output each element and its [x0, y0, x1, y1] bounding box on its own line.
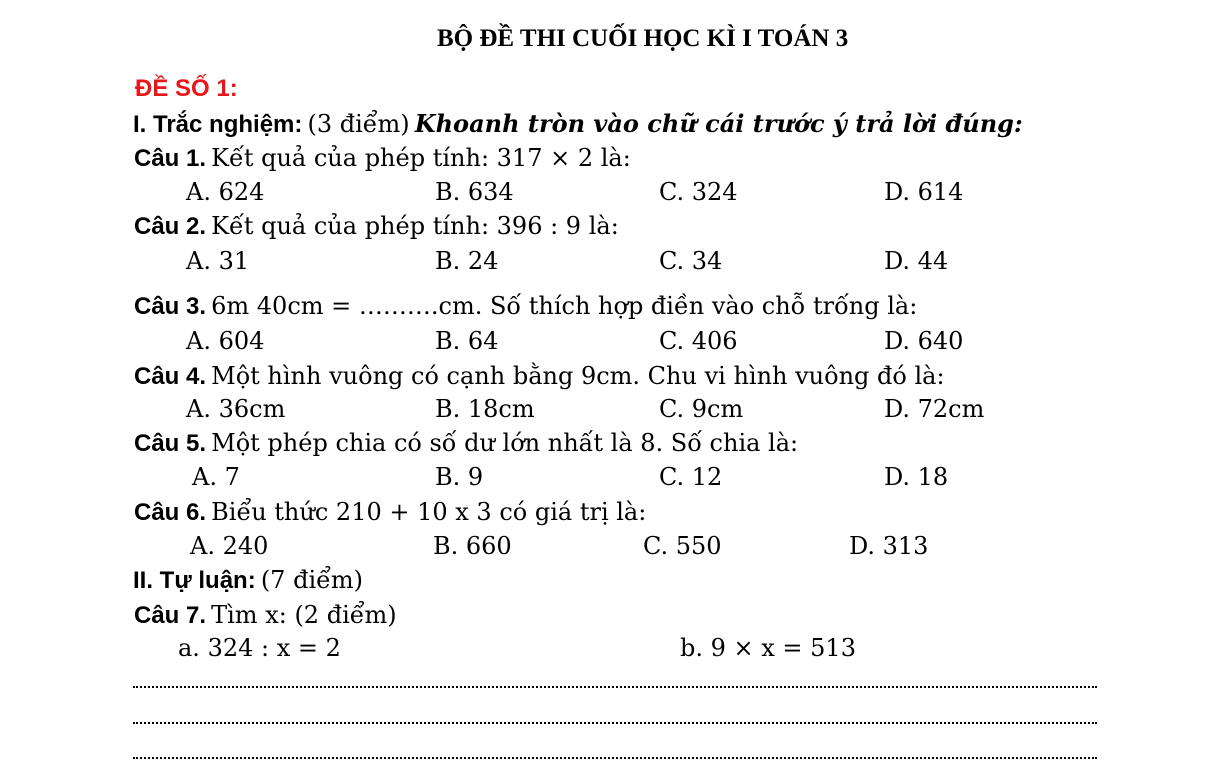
question-text: Kết quả của phép tính: 317 × 2 là: [211, 144, 631, 172]
question-text: 6m 40cm = ……….cm. Số thích hợp điền vào chỗ trống là: [211, 292, 918, 320]
question-6 [134, 500, 646, 525]
option-c: C. 550 [643, 532, 722, 560]
option-b: B. 24 [435, 247, 499, 275]
option-b: B. 64 [435, 327, 499, 355]
option-a: A. 604 [186, 327, 265, 355]
question-label: Câu 4. [134, 363, 207, 390]
option-c: C. 12 [659, 463, 723, 491]
part2-heading [133, 568, 363, 593]
question-7 [134, 603, 397, 628]
option-d: D. 614 [884, 178, 964, 206]
question-7-part-b: b. 9 × x = 513 [680, 634, 856, 662]
option-c: C. 324 [659, 178, 738, 206]
option-a: A. 31 [186, 247, 250, 275]
question-3 [134, 294, 917, 319]
option-d: D. 72cm [884, 395, 985, 423]
part2-title: II. Tự luận: [133, 567, 256, 594]
question-text: Tìm x: (2 điểm) [211, 601, 397, 629]
question-label: Câu 7. [134, 602, 207, 629]
question-2 [134, 214, 619, 239]
question-text: Biểu thức 210 + 10 x 3 có giá trị là: [211, 498, 647, 526]
option-c: C. 34 [659, 247, 723, 275]
document-title: BỘ ĐỀ THI CUỐI HỌC KÌ I TOÁN 3 [437, 25, 849, 52]
answer-line-1[interactable] [133, 686, 1097, 688]
option-a: A. 624 [186, 178, 265, 206]
answer-line-2[interactable] [133, 722, 1097, 724]
question-label: Câu 2. [134, 213, 207, 240]
exam-label: ĐỀ SỐ 1: [135, 75, 238, 102]
part1-title: I. Trắc nghiệm: [133, 111, 303, 138]
part1-instruction: Khoanh tròn vào chữ cái trước ý trả lời đúng: [414, 109, 1023, 138]
option-d: D. 18 [884, 463, 949, 491]
question-7-part-a: a. 324 : x = 2 [178, 634, 341, 662]
question-4 [134, 364, 945, 389]
option-d: D. 44 [884, 247, 949, 275]
question-text: Một hình vuông có cạnh bằng 9cm. Chu vi hình vuông đó là: [211, 362, 945, 390]
option-b: B. 9 [435, 463, 484, 491]
option-a: A. 7 [192, 463, 240, 491]
question-5 [134, 431, 798, 456]
answer-line-3[interactable] [133, 757, 1097, 759]
option-c: C. 406 [659, 327, 738, 355]
option-d: D. 640 [884, 327, 964, 355]
part2-points: (7 điểm) [260, 566, 363, 594]
option-b: B. 18cm [435, 395, 535, 423]
option-a: A. 36cm [186, 395, 286, 423]
part1-heading [133, 109, 1023, 138]
option-c: C. 9cm [659, 395, 744, 423]
option-d: D. 313 [849, 532, 929, 560]
question-1 [134, 146, 631, 171]
question-label: Câu 1. [134, 145, 207, 172]
question-label: Câu 5. [134, 430, 207, 457]
question-text: Kết quả của phép tính: 396 : 9 là: [211, 212, 619, 240]
part1-points: (3 điểm) [307, 110, 410, 138]
question-text: Một phép chia có số dư lớn nhất là 8. Số chia là: [211, 429, 799, 457]
option-a: A. 240 [190, 532, 269, 560]
option-b: B. 660 [433, 532, 512, 560]
question-label: Câu 6. [134, 499, 207, 526]
question-label: Câu 3. [134, 293, 207, 320]
option-b: B. 634 [435, 178, 514, 206]
